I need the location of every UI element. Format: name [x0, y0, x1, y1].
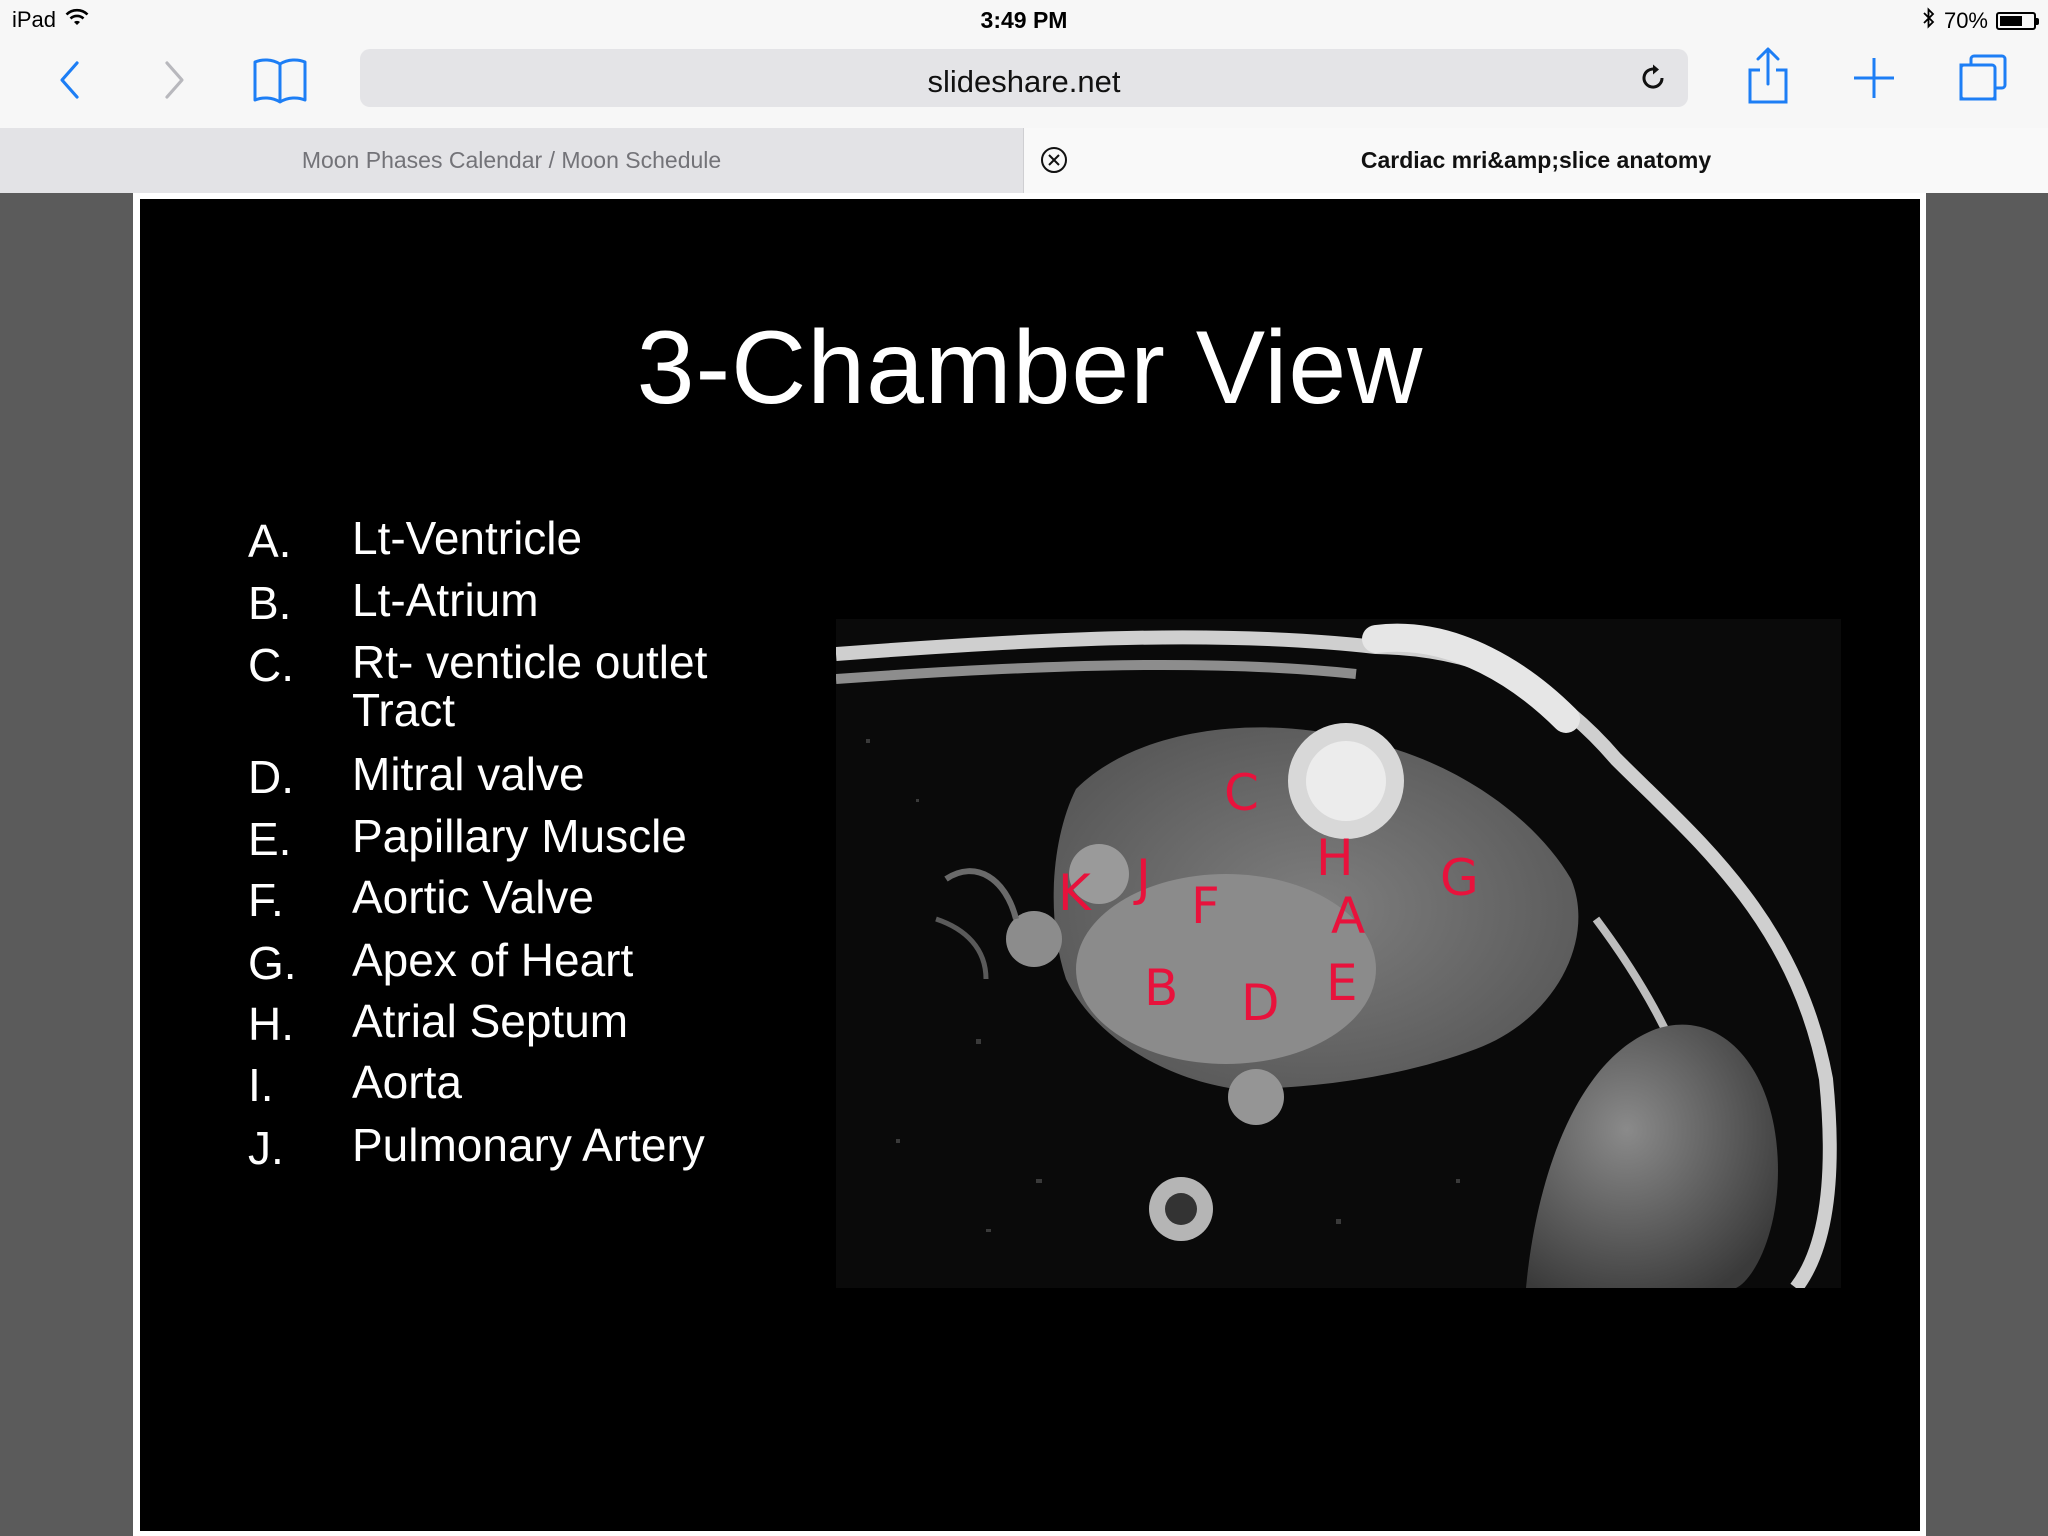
legend-label: Mitral valve — [352, 748, 585, 800]
browser-toolbar — [0, 40, 2048, 128]
legend-letter: G. — [248, 937, 297, 989]
tab-label: Moon Phases Calendar / Moon Schedule — [301, 147, 722, 173]
reload-icon[interactable] — [1636, 61, 1670, 95]
tab-label: Cardiac mri&amp;slice anatomy — [1360, 147, 1712, 173]
legend-letter: B. — [248, 577, 292, 629]
slide — [140, 199, 1920, 1531]
close-tab-icon[interactable] — [1040, 146, 1068, 179]
tab-cardiac-mri[interactable] — [1024, 128, 2048, 193]
battery-fill — [2000, 16, 2022, 26]
legend-label: Lt-Ventricle — [352, 512, 583, 564]
slide-title: 3-Chamber View — [636, 310, 1424, 426]
status-time: 3:49 PM — [980, 7, 1068, 33]
url-text[interactable]: slideshare.net — [927, 64, 1121, 99]
battery-icon — [1996, 12, 2036, 30]
battery-percent: 70% — [1943, 8, 1988, 33]
device-name: iPad — [12, 7, 57, 32]
tab-strip — [0, 128, 2048, 193]
legend-label: Atrial Septum — [352, 995, 629, 1047]
mri-label-k: K — [1058, 864, 1091, 922]
legend-letter: C. — [248, 639, 294, 691]
mri-label-b: B — [1144, 959, 1179, 1017]
mri-label-g: G — [1440, 849, 1479, 907]
status-bar — [0, 0, 2048, 40]
legend-letter: I. — [248, 1059, 274, 1111]
legend-label: Aortic Valve — [352, 871, 595, 923]
mri-label-h: H — [1316, 829, 1354, 887]
mri-label-a: A — [1331, 887, 1366, 945]
legend-letter: A. — [248, 515, 292, 567]
mri-label-f: F — [1191, 877, 1220, 935]
mri-label-j: J — [1136, 849, 1151, 907]
tabs-icon[interactable] — [1956, 52, 2010, 104]
url-bar[interactable] — [360, 49, 1688, 107]
legend-letter: E. — [248, 813, 292, 865]
legend-label: Papillary Muscle — [352, 810, 687, 862]
mri-label-c: C — [1224, 764, 1259, 822]
legend-letter: F. — [248, 874, 284, 926]
legend-letter: H. — [248, 998, 294, 1050]
legend-label: Lt-Atrium — [352, 574, 539, 626]
legend-label: Pulmonary Artery — [352, 1119, 705, 1171]
new-tab-icon[interactable] — [1850, 54, 1898, 102]
bluetooth-icon — [1922, 7, 1936, 35]
forward-icon[interactable] — [154, 58, 194, 102]
bookmarks-icon[interactable] — [250, 54, 310, 106]
mri-image — [836, 619, 1841, 1288]
legend-label: Rt- venticle outlet Tract — [352, 636, 708, 736]
back-icon[interactable] — [50, 58, 90, 102]
legend-letter: D. — [248, 751, 294, 803]
legend-label: Aorta — [352, 1056, 462, 1108]
legend-label: Apex of Heart — [352, 934, 634, 986]
tab-moon-phases[interactable] — [0, 128, 1024, 193]
share-icon[interactable] — [1744, 44, 1792, 108]
mri-label-d: D — [1241, 974, 1280, 1032]
legend-letter: J. — [248, 1122, 284, 1174]
mri-label-e: E — [1326, 954, 1358, 1012]
